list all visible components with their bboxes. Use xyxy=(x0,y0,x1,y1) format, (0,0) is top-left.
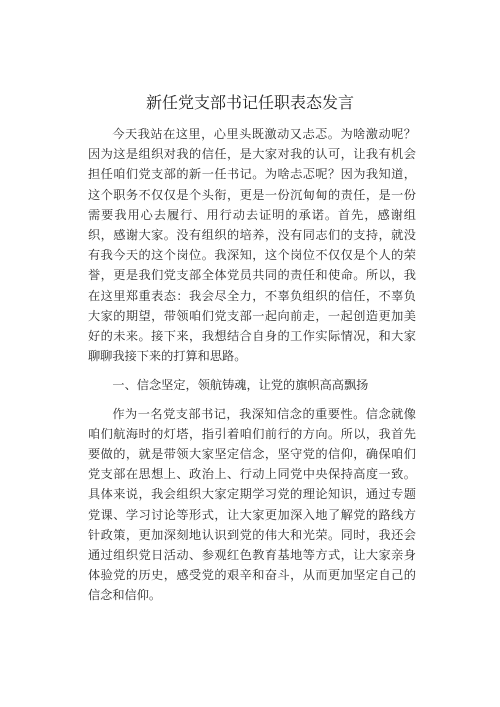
paragraph-section-1: 作为一名党支部书记，我深知信念的重要性。信念就像咱们航海时的灯塔，指引着咱们前行的方向。所以，我首先要做的，就是带领大家坚定信念，坚守党的信仰，确保咱们党支部在思想上、政治上、行动上同党中央保持高度一致。具体来说，我会组织大家定期学习党的理论知识，通过专题党课、学习讨论等形式，让大家更加深入地了解党的路线方针政策，更加深刻地认识到党的伟大和光荣。同时，我还会通过组织党日活动、参观红色教育基地等方式，让大家亲身体验党的历史，感受党的艰辛和奋斗，从而更加坚定自己的信念和信仰。 xyxy=(88,406,416,603)
section-heading-1: 一、信念坚定，领航铸魂，让党的旗帜高高飘扬 xyxy=(112,377,369,392)
document-title: 新任党支部书记任职表态发言 xyxy=(145,93,354,112)
paragraph-intro: 今天我站在这里，心里头既激动又忐忑。为啥激动呢？因为这是组织对我的信任，是大家对我的认可，让我有机会担任咱们党支部的新一任书记。为啥忐忑呢？因为我知道，这个职务不仅仅是个头衔，更是一份沉甸甸的责任，是一份需要我用心去履行、用行动去证明的承诺。首先，感谢组织，感谢大家。没有组织的培养，没有同志们的支持，就没有我今天的这个岗位。我深知，这个岗位不仅仅是个人的荣誉，更是我们党支部全体党员共同的责任和使命。所以，我在这里郑重表态：我会尽全力，不辜负组织的信任，不辜负大家的期望，带领咱们党支部一起向前走，一起创造更加美好的未来。接下来，我想结合自身的工作实际情况，和大家聊聊我接下来的打算和思路。 xyxy=(88,127,416,364)
document-body xyxy=(88,124,416,614)
